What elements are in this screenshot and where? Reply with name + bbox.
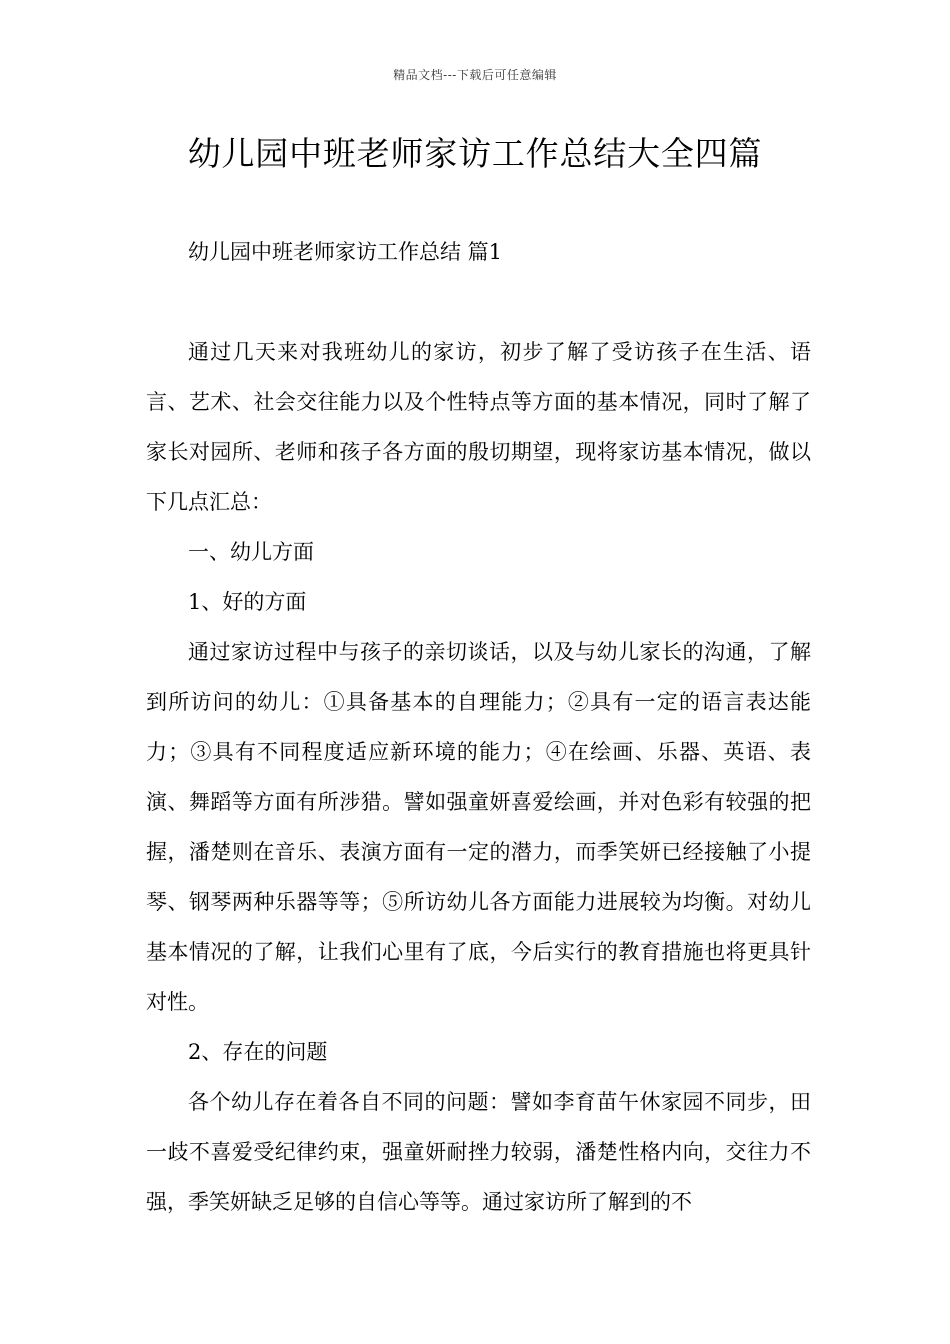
- paragraph: 通过家访过程中与孩子的亲切谈话，以及与幼儿家长的沟通，了解到所访问的幼儿：①具备基本的自理能力；②具有一定的语言表达能力；③具有不同程度适应新环境的能力；④在绘画、乐器、英语、表演、舞蹈等方面有所涉猎。譬如强童妍喜爱绘画，并对色彩有较强的把握，潘楚则在音乐、表演方面有一定的潜力，而季笑妍已经接触了小提琴、钢琴两种乐器等等；⑤所访幼儿各方面能力进展较为均衡。对幼儿基本情况的了解，让我们心里有了底，今后实行的教育措施也将更具针对性。: [146, 640, 811, 1014]
- document-title: 幼儿园中班老师家访工作总结大全四篇: [187, 134, 763, 173]
- paragraph: 各个幼儿存在着各自不同的问题：譬如李育苗午休家园不同步，田一歧不喜爱受纪律约束，强童妍耐挫力较弱，潘楚性格内向，交往力不强，季笑妍缺乏足够的自信心等等。通过家访所了解到的不: [146, 1090, 811, 1214]
- paragraph: 通过几天来对我班幼儿的家访，初步了解了受访孩子在生活、语言、艺术、社会交往能力以及个性特点等方面的基本情况，同时了解了家长对园所、老师和孩子各方面的殷切期望，现将家访基本情况，做以下几点汇总：: [146, 340, 811, 514]
- section-heading: 一、幼儿方面: [188, 540, 314, 564]
- header-note: 精品文档---下载后可任意编辑: [393, 68, 557, 82]
- document-body: [146, 327, 811, 1227]
- section-subtitle: 幼儿园中班老师家访工作总结 篇1: [188, 240, 503, 264]
- subsection-heading: 1、好的方面: [188, 590, 307, 614]
- subsection-heading: 2、存在的问题: [188, 1040, 328, 1064]
